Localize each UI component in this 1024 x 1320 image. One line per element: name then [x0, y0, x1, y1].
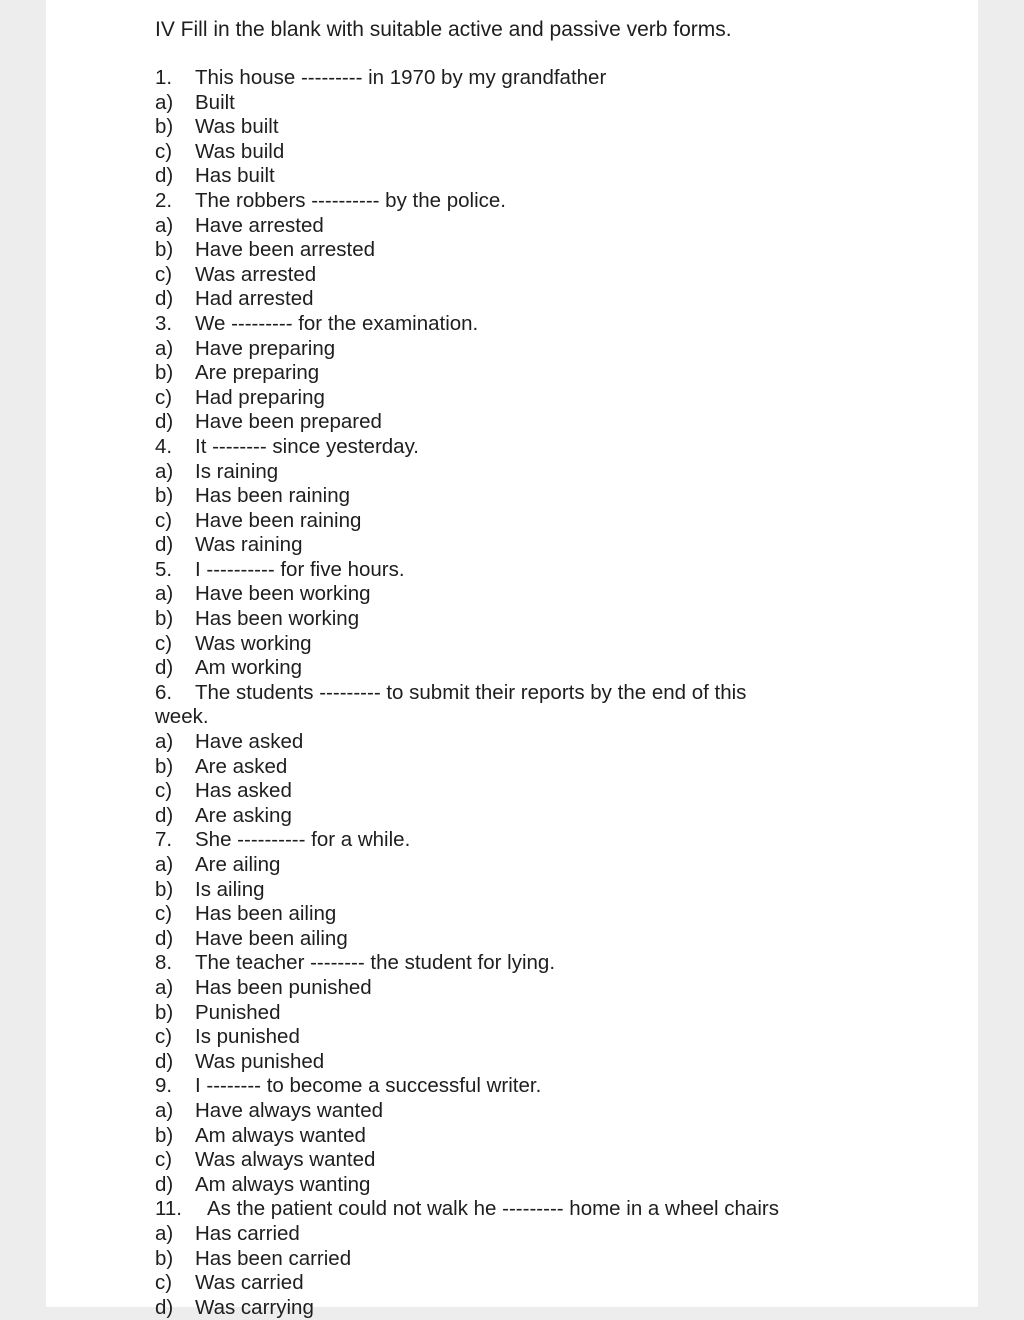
option-label: b) [155, 1246, 174, 1270]
option-label: b) [155, 1123, 174, 1147]
option-text: Have been ailing [195, 926, 348, 950]
question-number: 2. [155, 188, 173, 212]
option-text: Have preparing [195, 336, 336, 360]
answer-option [155, 164, 955, 189]
answer-option [155, 361, 955, 386]
option-label: d) [155, 1049, 174, 1073]
option-text: Punished [195, 1000, 281, 1024]
question-text: The students --------- to submit their reports by the end of this [195, 680, 747, 704]
worksheet-heading: IV Fill in the blank with suitable active and passive verb forms. [155, 18, 732, 41]
option-label: a) [155, 582, 174, 606]
answer-option [155, 140, 955, 165]
question-text: I ---------- for five hours. [195, 557, 405, 581]
option-label: c) [155, 902, 173, 926]
option-text: Built [195, 90, 235, 114]
answer-option [155, 337, 955, 362]
answer-option [155, 533, 955, 558]
option-text: Was always wanted [195, 1148, 376, 1172]
option-label: b) [155, 115, 174, 139]
option-text: Has been carried [195, 1246, 352, 1270]
document-page [46, 0, 978, 1319]
option-text: Is ailing [195, 877, 265, 901]
option-label: a) [155, 459, 174, 483]
option-label: a) [155, 1098, 174, 1122]
question-3 [155, 312, 955, 337]
option-text: Has asked [195, 779, 292, 803]
answer-option [155, 779, 955, 804]
question-number: 5. [155, 557, 173, 581]
option-label: c) [155, 508, 173, 532]
answer-option [155, 1222, 955, 1247]
answer-option [155, 1025, 955, 1050]
option-label: c) [155, 139, 173, 163]
option-text: Have been raining [195, 508, 362, 532]
question-1 [155, 66, 955, 91]
answer-option [155, 1124, 955, 1149]
option-text: Am always wanting [195, 1172, 371, 1196]
answer-option [155, 755, 955, 780]
option-text: Is raining [195, 459, 279, 483]
option-label: a) [155, 336, 174, 360]
answer-option [155, 1050, 955, 1075]
option-text: Has been working [195, 607, 360, 631]
answer-option [155, 484, 955, 509]
answer-option [155, 115, 955, 140]
question-text-continuation: week. [155, 705, 209, 729]
option-text: Was raining [195, 533, 303, 557]
option-text: Has built [195, 164, 275, 188]
question-text: As the patient could not walk he --------- home in a wheel chairs [207, 1197, 779, 1221]
option-text: Was build [195, 139, 285, 163]
option-text: Was built [195, 115, 279, 139]
option-text: Have been prepared [195, 410, 382, 434]
option-text: Have always wanted [195, 1098, 384, 1122]
option-label: b) [155, 754, 174, 778]
answer-option [155, 1247, 955, 1272]
option-label: a) [155, 730, 174, 754]
option-text: Has carried [195, 1221, 300, 1245]
option-text: Was carried [195, 1271, 304, 1295]
question-number: 11. [155, 1197, 182, 1221]
option-text: Are asked [195, 754, 288, 778]
answer-option [155, 976, 955, 1001]
option-label: c) [155, 385, 173, 409]
answer-option [155, 1271, 955, 1296]
option-label: b) [155, 877, 174, 901]
question-number: 4. [155, 434, 173, 458]
question-8 [155, 951, 955, 976]
option-text: Have been arrested [195, 238, 376, 262]
answer-option [155, 878, 955, 903]
option-label: d) [155, 656, 174, 680]
option-label: d) [155, 803, 174, 827]
question-text: It -------- since yesterday. [195, 434, 419, 458]
option-label: a) [155, 90, 174, 114]
question-text: The teacher -------- the student for lying. [195, 951, 556, 975]
option-label: a) [155, 1221, 174, 1245]
option-label: c) [155, 1271, 173, 1295]
option-text: Have arrested [195, 213, 324, 237]
answer-option [155, 730, 955, 755]
answer-option [155, 91, 955, 116]
question-7 [155, 828, 955, 853]
question-text: We --------- for the examination. [195, 311, 479, 335]
option-label: a) [155, 975, 174, 999]
answer-option [155, 1099, 955, 1124]
option-label: d) [155, 287, 174, 311]
question-text: I -------- to become a successful writer. [195, 1074, 542, 1098]
option-text: Was arrested [195, 262, 317, 286]
answer-option [155, 804, 955, 829]
question-5 [155, 558, 955, 583]
answer-option [155, 287, 955, 312]
answer-option [155, 509, 955, 534]
worksheet-content [155, 16, 955, 1320]
option-label: b) [155, 238, 174, 262]
option-text: Have asked [195, 730, 304, 754]
option-label: d) [155, 410, 174, 434]
question-4 [155, 435, 955, 460]
question-number: 8. [155, 951, 173, 975]
option-text: Have been working [195, 582, 371, 606]
option-label: b) [155, 484, 174, 508]
option-text: Had arrested [195, 287, 314, 311]
option-label: c) [155, 262, 173, 286]
option-label: d) [155, 926, 174, 950]
option-label: d) [155, 533, 174, 557]
option-label: c) [155, 631, 173, 655]
option-text: Are asking [195, 803, 292, 827]
option-text: Are ailing [195, 853, 281, 876]
option-text: Had preparing [195, 385, 325, 409]
answer-option [155, 582, 955, 607]
answer-option [155, 214, 955, 239]
question-number: 3. [155, 311, 173, 335]
option-label: c) [155, 779, 173, 803]
answer-option [155, 853, 955, 878]
answer-option [155, 927, 955, 952]
option-text: Are preparing [195, 361, 320, 385]
answer-option [155, 386, 955, 411]
question-9 [155, 1074, 955, 1099]
option-label: b) [155, 607, 174, 631]
question-text: She ---------- for a while. [195, 828, 411, 852]
option-label: c) [155, 1025, 173, 1049]
answer-option [155, 656, 955, 681]
question-number: 9. [155, 1074, 173, 1098]
question-number: 6. [155, 680, 173, 704]
answer-option [155, 1173, 955, 1198]
option-text: Am working [195, 656, 303, 680]
option-text: Was working [195, 631, 312, 655]
question-6 [155, 681, 955, 706]
question-10 [155, 1197, 955, 1222]
option-label: a) [155, 853, 174, 876]
option-text: Has been raining [195, 484, 350, 508]
answer-option [155, 1148, 955, 1173]
question-text: This house --------- in 1970 by my grandfather [195, 66, 607, 89]
answer-option [155, 263, 955, 288]
answer-option [155, 238, 955, 263]
option-text: Was carrying [195, 1295, 314, 1319]
option-text: Was punished [195, 1049, 325, 1073]
option-label: a) [155, 213, 174, 237]
answer-option [155, 902, 955, 927]
option-label: c) [155, 1148, 173, 1172]
option-label: b) [155, 1000, 174, 1024]
option-text: Is punished [195, 1025, 300, 1049]
option-label: b) [155, 361, 174, 385]
answer-option [155, 632, 955, 657]
question-number: 1. [155, 66, 173, 89]
option-label: d) [155, 1172, 174, 1196]
question-list [155, 66, 955, 1320]
question-text: The robbers ---------- by the police. [195, 188, 506, 212]
question-number: 7. [155, 828, 173, 852]
answer-option [155, 1001, 955, 1026]
answer-option [155, 460, 955, 485]
option-label: d) [155, 164, 174, 188]
option-label: d) [155, 1295, 174, 1319]
answer-option [155, 607, 955, 632]
question-2 [155, 189, 955, 214]
option-text: Has been ailing [195, 902, 337, 926]
option-text: Has been punished [195, 975, 372, 999]
answer-option [155, 410, 955, 435]
answer-option [155, 1296, 955, 1320]
option-text: Am always wanted [195, 1123, 366, 1147]
